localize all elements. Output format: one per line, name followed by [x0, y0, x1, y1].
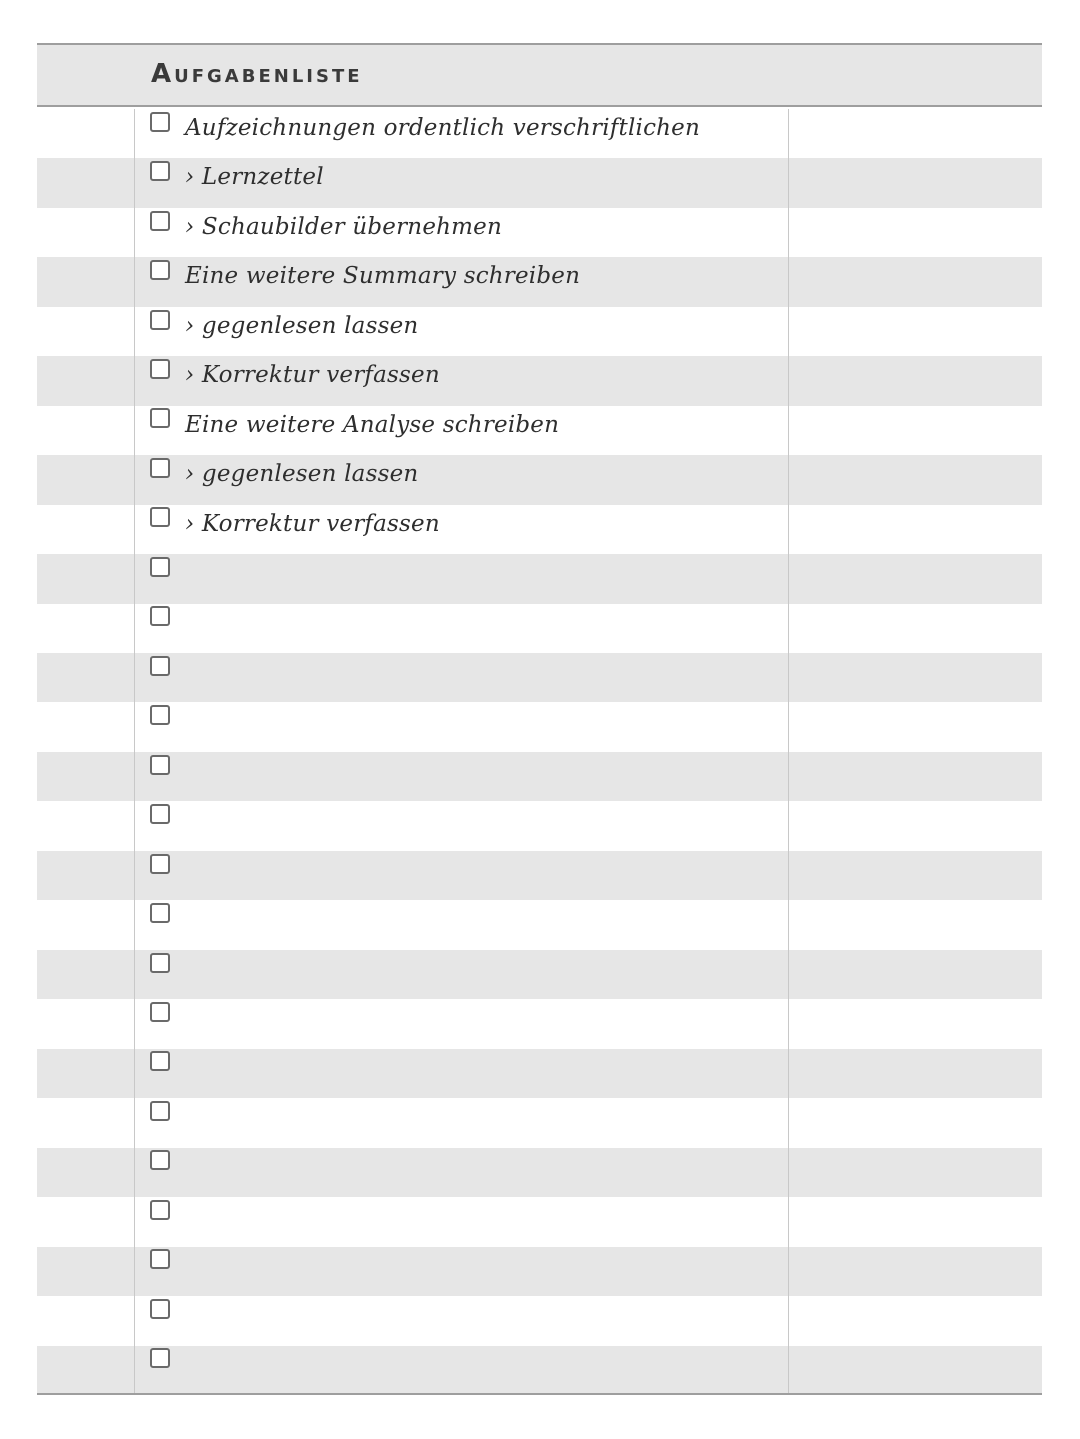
task-text: Eine weitere Analyse schreiben: [185, 411, 560, 438]
left-margin-line: [134, 109, 135, 1395]
task-checkbox[interactable]: [150, 1150, 170, 1170]
bottom-rule: [37, 1393, 1042, 1395]
task-row: [37, 1296, 1042, 1345]
task-checkbox[interactable]: [150, 161, 170, 181]
task-checkbox[interactable]: [150, 211, 170, 231]
header-bar: [37, 43, 1042, 107]
task-row: [37, 999, 1042, 1048]
task-checkbox[interactable]: [150, 903, 170, 923]
task-text: Eine weitere Summary schreiben: [185, 263, 581, 290]
task-row: [37, 1098, 1042, 1147]
task-row: [37, 900, 1042, 949]
page-title: Aufgabenliste: [151, 59, 363, 89]
task-checkbox[interactable]: [150, 1249, 170, 1269]
task-checkbox[interactable]: [150, 953, 170, 973]
task-checkbox[interactable]: [150, 359, 170, 379]
task-checkbox[interactable]: [150, 408, 170, 428]
task-row: [37, 752, 1042, 801]
task-text: › Schaubilder übernehmen: [185, 213, 502, 240]
task-checkbox[interactable]: [150, 705, 170, 725]
task-list-sheet: [37, 43, 1042, 1396]
task-row: [37, 1049, 1042, 1098]
task-checkbox[interactable]: [150, 854, 170, 874]
task-checkbox[interactable]: [150, 606, 170, 626]
task-row: [37, 554, 1042, 603]
task-row: [37, 109, 1042, 158]
task-text: Aufzeichnungen ordentlich verschriftlichen: [185, 115, 700, 141]
task-checkbox[interactable]: [150, 458, 170, 478]
task-row: [37, 851, 1042, 900]
task-text: › Lernzettel: [185, 164, 324, 191]
task-checkbox[interactable]: [150, 507, 170, 527]
task-checkbox[interactable]: [150, 260, 170, 280]
task-row: [37, 801, 1042, 850]
task-text: › Korrektur verfassen: [185, 362, 440, 389]
task-row: [37, 604, 1042, 653]
task-text: › gegenlesen lassen: [185, 312, 419, 339]
task-checkbox[interactable]: [150, 557, 170, 577]
task-checkbox[interactable]: [150, 1299, 170, 1319]
task-checkbox[interactable]: [150, 112, 170, 132]
task-checkbox[interactable]: [150, 656, 170, 676]
task-row: [37, 505, 1042, 554]
task-row: [37, 950, 1042, 999]
right-column-line: [788, 109, 789, 1395]
task-row: [37, 1197, 1042, 1246]
task-row: [37, 1247, 1042, 1296]
task-row: [37, 406, 1042, 455]
task-checkbox[interactable]: [150, 1051, 170, 1071]
task-row: [37, 1346, 1042, 1395]
task-row: [37, 208, 1042, 257]
task-checkbox[interactable]: [150, 1348, 170, 1368]
task-row: [37, 703, 1042, 752]
task-rows: [37, 109, 1042, 1395]
task-row: [37, 455, 1042, 504]
task-checkbox[interactable]: [150, 310, 170, 330]
task-text: › gegenlesen lassen: [185, 461, 419, 488]
task-checkbox[interactable]: [150, 1002, 170, 1022]
task-row: [37, 653, 1042, 702]
task-row: [37, 257, 1042, 306]
task-checkbox[interactable]: [150, 804, 170, 824]
task-checkbox[interactable]: [150, 1101, 170, 1121]
task-text: › Korrektur verfassen: [185, 510, 440, 537]
task-row: [37, 307, 1042, 356]
task-row: [37, 356, 1042, 405]
task-row: [37, 158, 1042, 207]
task-checkbox[interactable]: [150, 755, 170, 775]
task-checkbox[interactable]: [150, 1200, 170, 1220]
task-row: [37, 1148, 1042, 1197]
